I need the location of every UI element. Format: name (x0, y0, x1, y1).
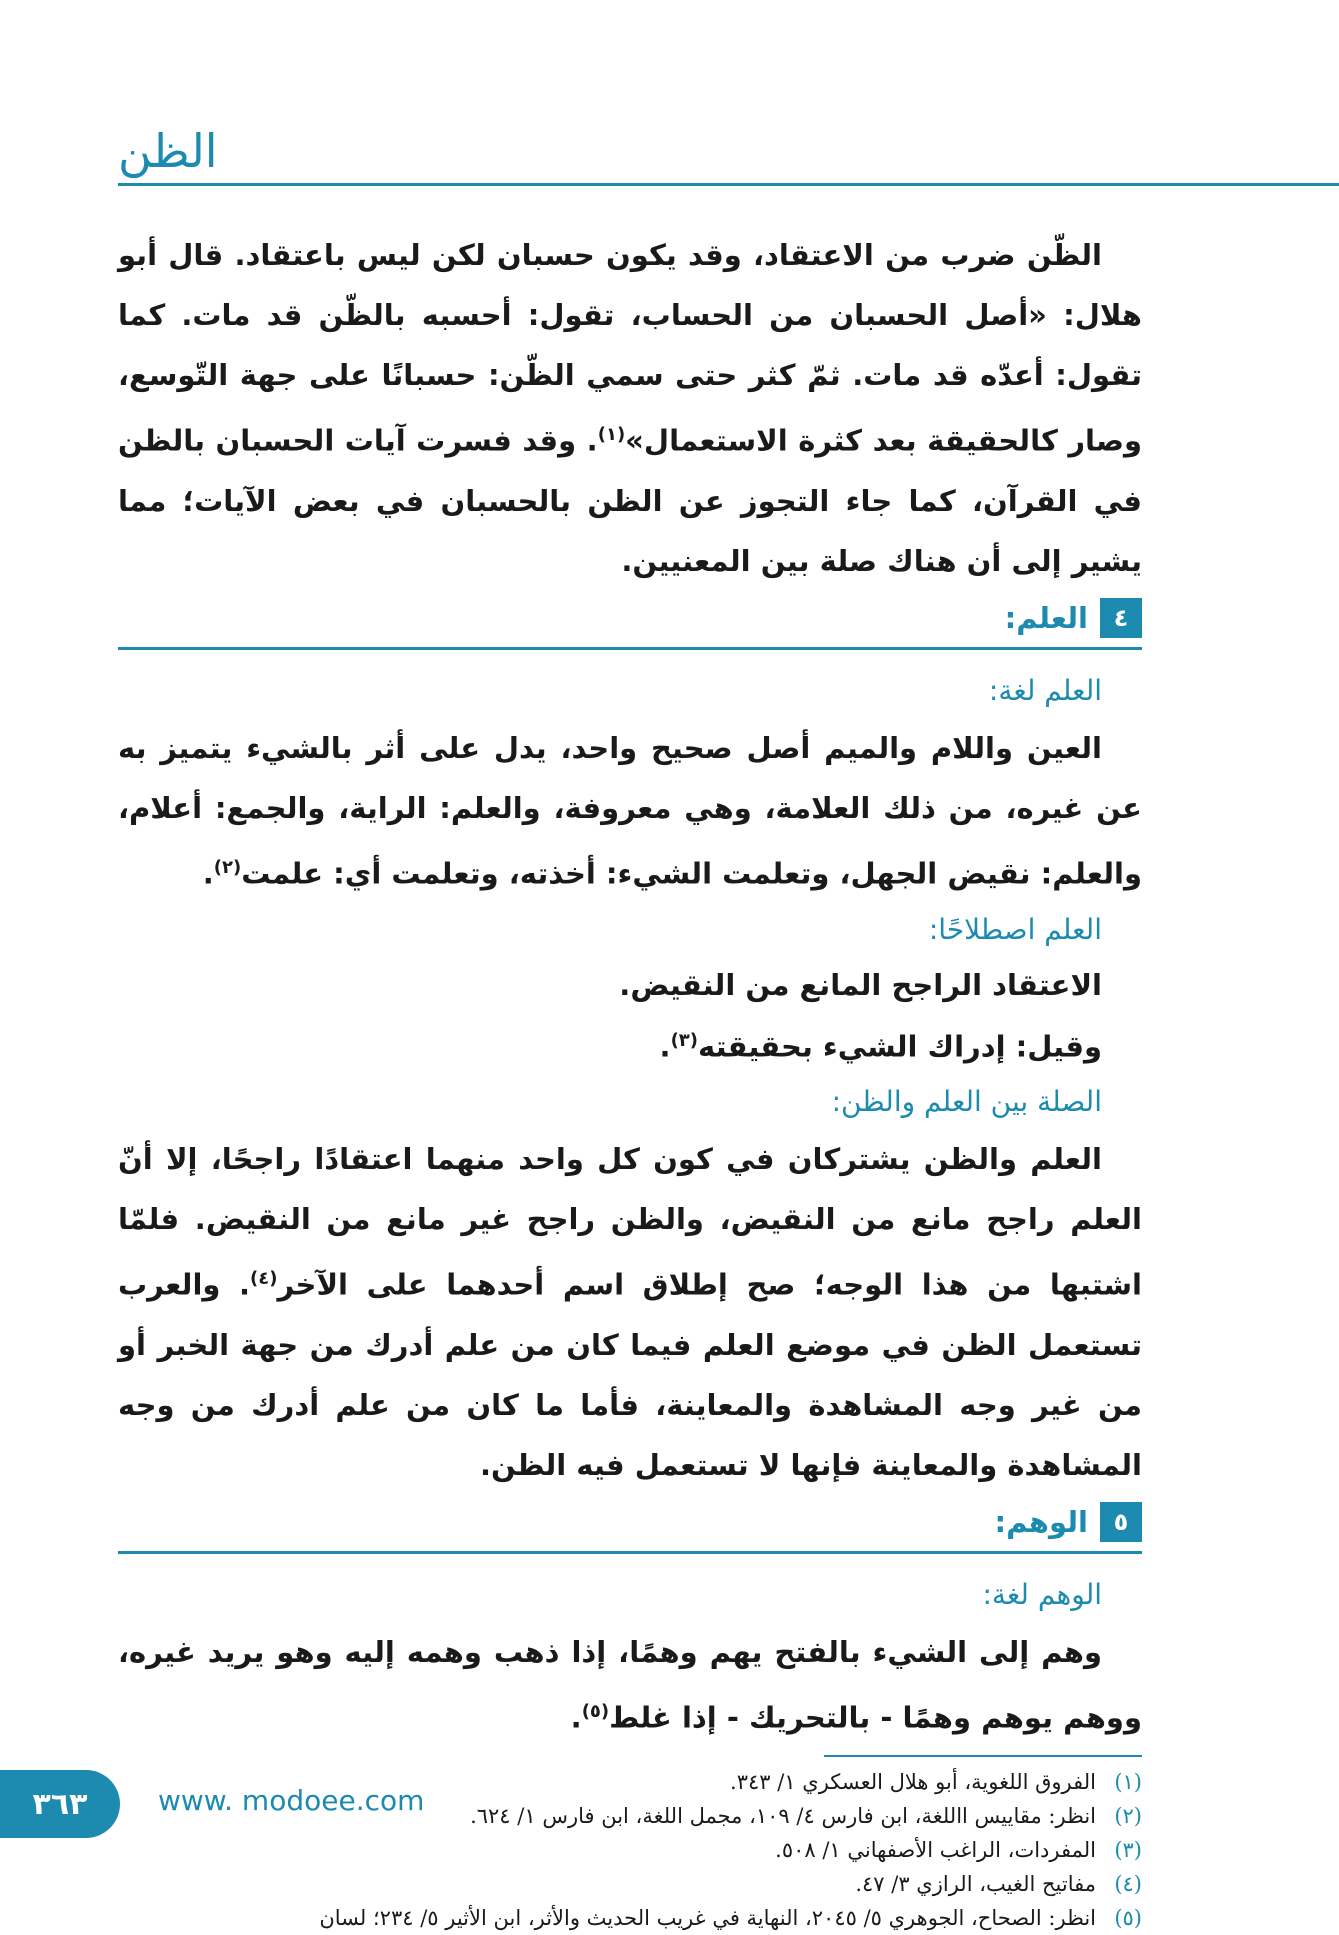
intro-text: الظّن ضرب من الاعتقاد، وقد يكون حسبان لكن ليس باعتقاد. قال أبو هلال: «أصل الحسبان من الحساب، تقول: أحسبه بالظّن قد مات. كما تقول: أعدّه قد مات. ثمّ كثر حتى سمي الظّن: حسبانًا على جهة التّوسع، وصار كالحقيقة بعد كثرة الاستعمال» (118, 238, 1142, 458)
footnote-number: (٣) (1114, 1838, 1142, 1863)
definition-text: وقيل: إدراك الشيء بحقيقته (698, 1029, 1102, 1064)
footnote-text: المفردات، الراغب الأصفهاني ١/ ٥٠٨. (775, 1838, 1096, 1863)
relation-paragraph (118, 1129, 1142, 1495)
paragraph-end: . (570, 1700, 582, 1735)
paragraph-text: وهم إلى الشيء بالفتح يهم وهمًا، إذا ذهب وهمه إليه وهو يريد غيره، ووهم يوهم وهمًا - بالتحريك - إذا غلط (118, 1634, 1142, 1735)
footnote-number: (١) (1114, 1770, 1142, 1795)
footnote-text: انظر: مقاييس االلغة، ابن فارس ٤/ ١٠٩، مجمل اللغة، ابن فارس ١/ ٦٢٤. (470, 1804, 1096, 1829)
website-link[interactable]: www. modoee.com (158, 1784, 425, 1817)
section-header-knowledge (118, 595, 1142, 641)
footnotes-divider (824, 1755, 1142, 1757)
footnote-item (118, 1833, 1142, 1867)
section-divider (118, 647, 1142, 650)
section-number-badge: ٥ (1100, 1502, 1142, 1542)
paragraph-end: . (202, 856, 214, 891)
footnote-ref-4[interactable]: (٤) (250, 1267, 278, 1289)
footnote-ref-5[interactable]: (٥) (581, 1700, 610, 1722)
footnote-item (118, 1901, 1142, 1935)
main-content (118, 225, 1142, 1935)
footnote-item (118, 1867, 1142, 1901)
footnote-text: الفروق اللغوية، أبو هلال العسكري ١/ ٣٤٣. (730, 1770, 1096, 1795)
footnote-ref-2[interactable]: (٢) (213, 856, 242, 878)
page-number-badge: ٣٦٣ (0, 1770, 120, 1838)
footnote-text: انظر: الصحاح، الجوهري ٥/ ٢٠٤٥، النهاية في غريب الحديث والأثر، ابن الأثير ٥/ ٢٣٤؛ لسان (319, 1906, 1096, 1931)
section-number-badge: ٤ (1100, 598, 1142, 638)
subheading-illusion-language: الوهم لغة: (982, 1577, 1102, 1611)
subheading-knowledge-term: العلم اصطلاحًا: (928, 913, 1102, 947)
illusion-language-paragraph (118, 1622, 1142, 1748)
paragraph-text: العين واللام والميم أصل صحيح واحد، يدل على أثر بالشيء يتميز به عن غيره، من ذلك العلامة، وهي معروفة، والعلم: الراية، والجمع: أعلام، والعلم: نقيض الجهل، وتعلمت الشيء: أخذته، وتعلمت أي: علمت (118, 730, 1142, 891)
section-divider (118, 1551, 1142, 1554)
subheading-relation: الصلة بين العلم والظن: (831, 1084, 1102, 1118)
footnote-number: (٥) (1114, 1906, 1142, 1931)
paragraph-text-cont: . والعرب تستعمل الظن في موضع العلم فيما كان من علم أدرك من جهة الخبر أو من غير وجه المشاهدة والمعاينة، فأما ما كان من علم أدرك من وجه المشاهدة والمعاينة فإنها لا تستعمل فيه الظن. (118, 1267, 1142, 1482)
title-divider (118, 183, 1339, 186)
knowledge-definition-line: الاعتقاد الراجح المانع من النقيض. (619, 968, 1102, 1003)
subheading-knowledge-language: العلم لغة: (988, 673, 1102, 707)
page-title: الظن (118, 124, 218, 178)
knowledge-language-paragraph (118, 718, 1142, 904)
footnote-number: (٤) (1114, 1872, 1142, 1897)
paragraph-text: العلم والظن يشتركان في كون كل واحد منهما اعتقادًا راجحًا، إلا أنّ العلم راجح مانع من النقيض، والظن راجح غير مانع من النقيض. فلمّا اشتبها من هذا الوجه؛ صح إطلاق اسم أحدهما على الآخر (118, 1141, 1142, 1302)
intro-paragraph (118, 225, 1142, 591)
intro-text-cont: . وقد فسرت آيات الحسبان بالظن في القرآن، كما جاء التجوز عن الظن بالحسبان في بعض الآيات؛ مما يشير إلى أن هناك صلة بين المعنيين. (118, 423, 1142, 578)
section-title: الوهم: (994, 1504, 1088, 1539)
footnote-ref-1[interactable]: (١) (597, 424, 626, 445)
section-header-illusion (118, 1499, 1142, 1545)
footnote-text: مفاتيح الغيب، الرازي ٣/ ٤٧. (855, 1872, 1096, 1897)
footnote-number: (٢) (1114, 1804, 1142, 1829)
footnote-ref-3[interactable]: (٣) (670, 1030, 699, 1052)
knowledge-alt-definition-line (118, 1013, 1142, 1075)
section-title: العلم: (1004, 600, 1088, 635)
definition-end: . (659, 1029, 671, 1064)
